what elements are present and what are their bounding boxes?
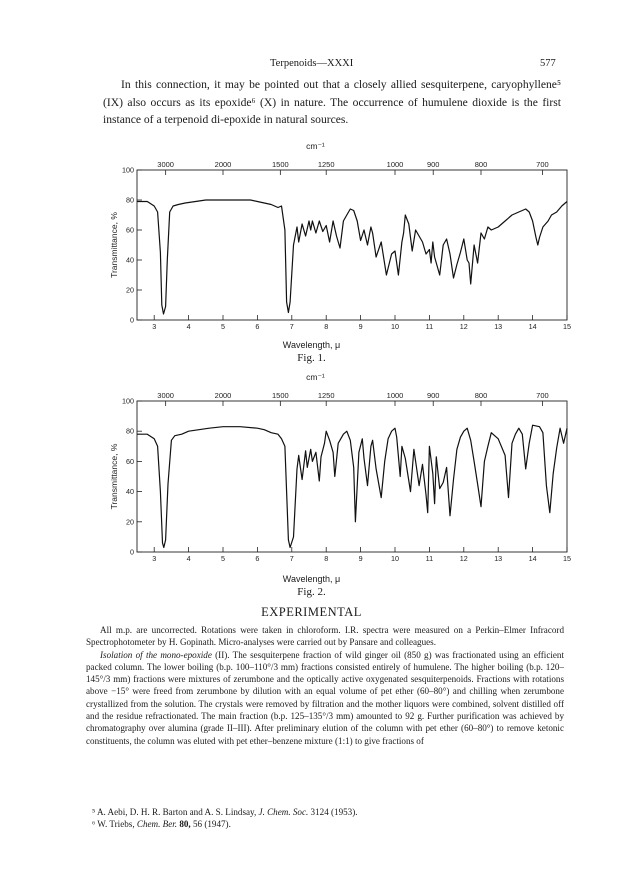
top-axis-unit-label: cm⁻¹ (306, 141, 325, 151)
intro-paragraph (103, 76, 561, 129)
footnote-mark: ⁵ (92, 807, 96, 817)
top-tick-label: 800 (474, 391, 488, 400)
x-tick-label: 7 (289, 322, 294, 331)
x-tick-label: 9 (358, 554, 363, 563)
top-axis-unit-label: cm⁻¹ (306, 372, 325, 382)
x-tick-label: 15 (563, 322, 571, 331)
figure-1-xlabel: Wavelength, μ (282, 340, 341, 350)
y-tick-label: 80 (126, 426, 134, 436)
y-tick-label: 100 (122, 396, 134, 406)
x-tick-label: 14 (528, 322, 537, 331)
top-tick-label: 900 (426, 391, 440, 400)
x-tick-label: 10 (391, 554, 399, 563)
x-tick-label: 12 (459, 554, 468, 563)
top-tick-label: 1500 (272, 391, 289, 400)
top-tick-label: 2000 (214, 391, 232, 400)
footnote-mark: ⁶ (92, 819, 96, 830)
section-title-experimental: EXPERIMENTAL (261, 605, 362, 619)
y-tick-label: 0 (130, 315, 134, 325)
plot-frame (137, 170, 567, 320)
footnote-citation: 3124 (1953). (308, 807, 358, 817)
x-tick-label: 11 (425, 322, 434, 331)
experimental-paragraph-2 (86, 649, 564, 747)
intro-text: In this connection, it may be pointed out that a closely allied sesquiterpene, caryophyllene⁵ (IX) also occurs as its epoxide⁶ (X) in nature. The occurrence of humulene dioxide is the first instance of a terpenoid di-epoxide in natural sources. (103, 78, 561, 126)
x-tick-label: 4 (186, 322, 191, 331)
x-tick-label: 6 (255, 322, 260, 331)
x-tick-label: 6 (255, 554, 260, 563)
footnote-journal: Chem. Ber. (136, 819, 178, 830)
figure-1 (55, 140, 575, 362)
footnote-5 (86, 806, 564, 818)
top-tick-label: 800 (474, 160, 488, 169)
figure-2 (55, 370, 575, 595)
x-tick-label: 11 (425, 554, 434, 563)
experimental-paragraph-1: All m.p. are uncorrected. Rotations were taken in chloroform. I.R. spectra were measured on a Perkin–Elmer Infracord Spectrophotometer by H. Gopinath. Micro-analyses were carried out by Pansare and colleagues. (86, 625, 564, 648)
figure-1-caption: Fig. 1. (297, 352, 326, 364)
top-tick-label: 1000 (386, 160, 404, 169)
x-tick-label: 9 (358, 322, 363, 331)
x-tick-label: 3 (152, 554, 157, 563)
y-axis-label: Transmittance, % (109, 212, 119, 278)
x-tick-label: 5 (221, 322, 225, 331)
page-number: 577 (540, 58, 556, 69)
x-tick-label: 12 (459, 322, 468, 331)
top-tick-label: 900 (426, 160, 440, 169)
x-tick-label: 5 (221, 554, 225, 563)
spectrum-line (137, 425, 567, 547)
experimental-body (86, 624, 564, 747)
x-tick-label: 14 (528, 554, 537, 563)
x-tick-label: 8 (324, 554, 329, 563)
footnote-6 (86, 818, 564, 830)
subheading-compound-ref: (II). (211, 649, 230, 660)
top-tick-label: 1250 (317, 391, 335, 400)
spectrum-line (137, 200, 567, 314)
footnote-journal: J. Chem. Soc. (258, 807, 309, 817)
y-tick-label: 40 (126, 487, 134, 497)
y-tick-label: 60 (126, 225, 134, 235)
figure-2-chart (55, 370, 575, 595)
y-tick-label: 60 (126, 456, 134, 466)
y-tick-label: 20 (126, 285, 134, 295)
x-tick-label: 4 (186, 554, 191, 563)
experimental-paragraph-2-text: The sesquiterpene fraction of wild ginger oil (850 g) was fractionated using an efficient packed column. The lower boiling (b.p. 100–110°/3 mm) fractions consisted entirely of humulene. The higher boiling (b.p. 120–145°/3 mm) fractions were mixtures of zerumbone and the optically active oxygenated sesquiterpenoids. Fractions with rotations above −15° were freed from zerumbone by dilution with an equal volume of pet ether (60–80°) and chilling when zerumbone crystallized from the solution. The crystals were removed by filtration and the mother liquors were combined, solvent distilled off and the residue refractionated. The main fraction (b.p. 125–135°/3 mm) amounted to 92 g. Further purification was achieved by chromatography over alumina (grade II–III). After preliminary elution of the column with pet ether (60–80°) to remove ketonic constituents, the column was eluted with pet ether–benzene mixture (1:1) to give fractions of (86, 649, 564, 746)
y-tick-label: 80 (126, 195, 134, 205)
y-tick-label: 100 (122, 165, 134, 175)
y-tick-label: 40 (126, 255, 134, 265)
top-tick-label: 2000 (214, 160, 232, 169)
figure-2-caption: Fig. 2. (297, 586, 326, 598)
footnote-citation: 56 (1947). (190, 819, 231, 830)
footnote-authors: W. Triebs, (95, 819, 137, 830)
x-tick-label: 13 (494, 322, 503, 331)
x-tick-label: 15 (563, 554, 571, 563)
x-tick-label: 8 (324, 322, 329, 331)
x-tick-label: 3 (152, 322, 157, 331)
top-tick-label: 700 (536, 391, 549, 400)
subheading-isolation: Isolation of the mono-epoxide (100, 649, 212, 660)
top-tick-label: 700 (536, 160, 549, 169)
figure-2-xlabel: Wavelength, μ (282, 574, 341, 584)
top-tick-label: 3000 (157, 160, 174, 169)
x-tick-label: 7 (289, 554, 294, 563)
figure-1-chart (55, 140, 575, 362)
top-tick-label: 1250 (317, 160, 335, 169)
footnote-authors: A. Aebi, D. H. R. Barton and A. S. Lindsay, (95, 807, 259, 817)
x-tick-label: 10 (391, 322, 399, 331)
top-tick-label: 3000 (157, 391, 174, 400)
top-tick-label: 1500 (272, 160, 289, 169)
footnotes (86, 806, 564, 831)
y-axis-label: Transmittance, % (109, 443, 119, 510)
top-tick-label: 1000 (386, 391, 404, 400)
running-title: Terpenoids—XXXI (270, 58, 354, 69)
y-tick-label: 20 (126, 517, 134, 527)
y-tick-label: 0 (130, 547, 134, 557)
x-tick-label: 13 (494, 554, 503, 563)
plot-frame (137, 401, 567, 552)
footnote-volume: 80, (177, 819, 191, 830)
